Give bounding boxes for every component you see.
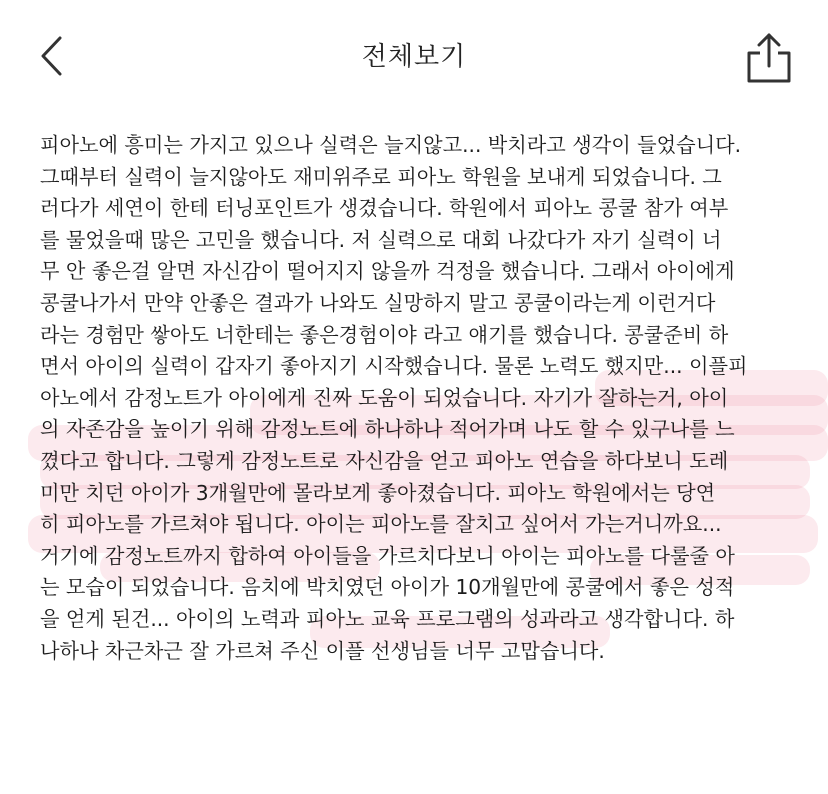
text-line: 을 얻게 된건... 아이의 노력과 피아노 교육 프로그램의 성과라고 생각합니다. 하 <box>40 606 735 631</box>
share-icon <box>744 30 796 86</box>
text-line: 아노에서 감정노트가 아이에게 진짜 도움이 되었습니다. 자기가 잘하는거, 아이 <box>40 385 729 410</box>
text-line: 러다가 세연이 한테 터닝포인트가 생겼습니다. 학원에서 피아노 콩쿨 참가 여부 <box>40 196 729 221</box>
text-line: 라는 경험만 쌓아도 너한테는 좋은경험이야 라고 얘기를 했습니다. 콩쿨준비 하 <box>40 322 729 347</box>
article-body <box>40 130 795 667</box>
page-title: 전체보기 <box>361 42 467 72</box>
share-button[interactable] <box>744 30 796 86</box>
text-line: 거기에 감정노트까지 합하여 아이들을 가르치다보니 아이는 피아노를 다룰줄 아 <box>40 543 735 568</box>
text-line: 콩쿨나가서 만약 안좋은 결과가 나와도 실망하지 말고 콩쿨이라는게 이런거다 <box>40 290 716 315</box>
text-line: 무 안 좋은걸 알면 자신감이 떨어지지 않을까 걱정을 했습니다. 그래서 아이에게 <box>40 259 735 284</box>
top-bar <box>0 0 828 110</box>
text-line: 나하나 차근차근 잘 가르쳐 주신 이플 선생님들 너무 고맙습니다. <box>40 638 605 663</box>
text-line: 는 모습이 되었습니다. 음치에 박치였던 아이가 10개월만에 콩쿨에서 좋은 성적 <box>40 575 735 600</box>
text-line: 의 자존감을 높이기 위해 감정노트에 하나하나 적어가며 나도 할 수 있구나를 느 <box>40 417 735 442</box>
text-line: 그때부터 실력이 늘지않아도 재미위주로 피아노 학원을 보내게 되었습니다. 그 <box>40 164 722 189</box>
text-line: 피아노에 흥미는 가지고 있으나 실력은 늘지않고... 박치라고 생각이 들었습니다. <box>40 133 742 157</box>
text-line: 를 물었을때 많은 고민을 했습니다. 저 실력으로 대회 나갔다가 자기 실력이 너 <box>40 227 722 252</box>
text-line: 꼈다고 합니다. 그렇게 감정노트로 자신감을 얻고 피아노 연습을 하다보니 도레 <box>40 448 729 473</box>
text-line: 면서 아이의 실력이 갑자기 좋아지기 시작했습니다. 물론 노력도 했지만... 이플피 <box>40 354 748 379</box>
text-line: 히 피아노를 가르쳐야 됩니다. 아이는 피아노를 잘치고 싶어서 가는거니까요... <box>40 512 722 537</box>
text-line: 미만 치던 아이가 3개월만에 몰라보게 좋아졌습니다. 피아노 학원에서는 당연 <box>40 480 716 505</box>
